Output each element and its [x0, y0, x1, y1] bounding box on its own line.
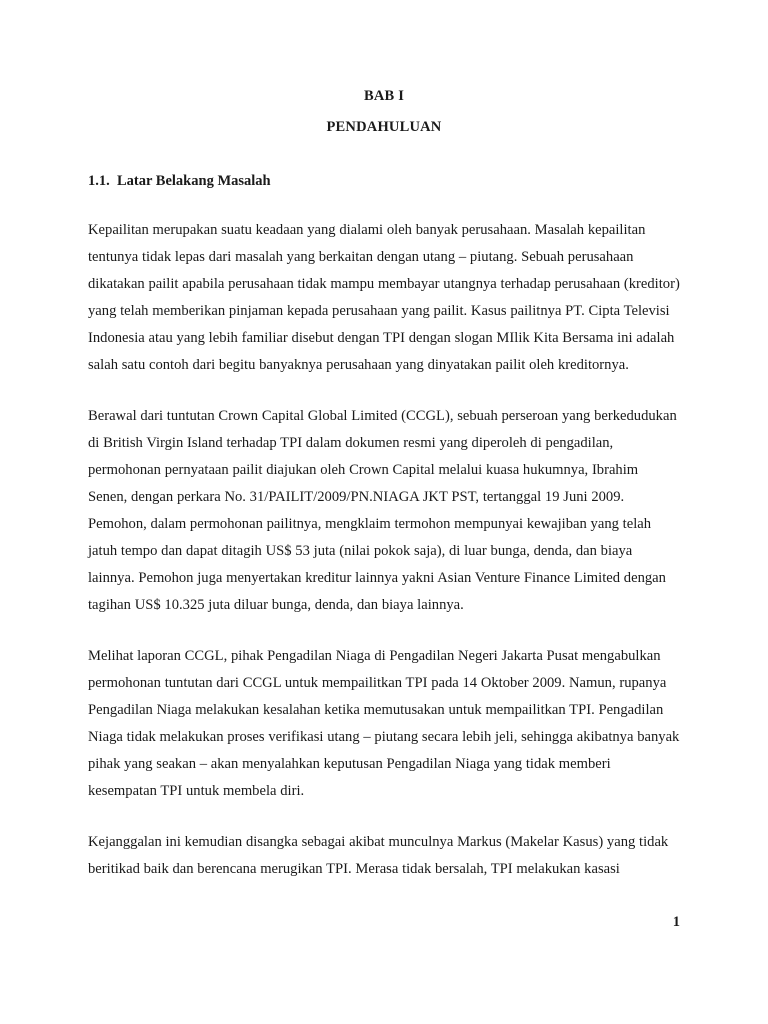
paragraph-3: Melihat laporan CCGL, pihak Pengadilan Niaga di Pengadilan Negeri Jakarta Pusat mengabulkan permohonan tuntutan dari CCGL untuk mempailitkan TPI pada 14 Oktober 2009. Namun, rupanya Pengadilan Niaga melakukan kesalahan ketika memutusakan untuk mempailitkan TPI. Pengadilan Niaga tidak melakukan proses verifikasi utang – piutang secara lebih jeli, sehingga akibatnya banyak pihak yang seakan – akan menyalahkan keputusan Pengadilan Niaga yang tidak memberi kesempatan TPI untuk membela diri.: [88, 647, 680, 799]
page-number: 1: [672, 914, 680, 930]
chapter-title: PENDAHULUAN: [326, 118, 442, 135]
paragraph-2: Berawal dari tuntutan Crown Capital Global Limited (CCGL), sebuah perseroan yang berkedudukan di British Virgin Island terhadap TPI dalam dokumen resmi yang diperoleh di pengadilan, permohonan pernyataan pailit diajukan oleh Crown Capital melalui kuasa hukumnya, Ibrahim Senen, dengan perkara No. 31/PAILIT/2009/PN.NIAGA JKT PST, tertanggal 19 Juni 2009. Pemohon, dalam permohonan pailitnya, mengklaim termohon mempunyai kewajiban yang telah jatuh tempo dan dapat ditagih US$ 53 juta (nilai pokok saja), di luar bunga, denda, dan biaya lainnya. Pemohon juga menyertakan kreditur lainnya yakni Asian Venture Finance Limited dengan tagihan US$ 10.325 juta diluar bunga, denda, dan biaya lainnya.: [88, 407, 677, 613]
chapter-label: BAB I: [363, 88, 405, 104]
paragraph-4: Kejanggalan ini kemudian disangka sebagai akibat munculnya Markus (Makelar Kasus) yang tidak beritikad baik dan berencana merugikan TPI. Merasa tidak bersalah, TPI melakukan kasasi: [88, 833, 669, 877]
page-content: [88, 0, 680, 883]
paragraph-1: Kepailitan merupakan suatu keadaan yang dialami oleh banyak perusahaan. Masalah kepailitan tentunya tidak lepas dari masalah yang berkaitan dengan utang – piutang. Sebuah perusahaan dikatakan pailit apabila perusahaan tidak mampu membayar utangnya terhadap perusahaan (kreditor) yang telah memberikan pinjaman kepada perusahaan yang pailit. Kasus pailitnya PT. Cipta Televisi Indonesia atau yang lebih familiar disebut dengan TPI dengan slogan MIlik Kita Bersama ini adalah salah satu contoh dari begitu banyaknya perusahaan yang dinyatakan pailit oleh kreditornya.: [88, 221, 680, 373]
section-heading: 1.1. Latar Belakang Masalah: [88, 173, 271, 189]
